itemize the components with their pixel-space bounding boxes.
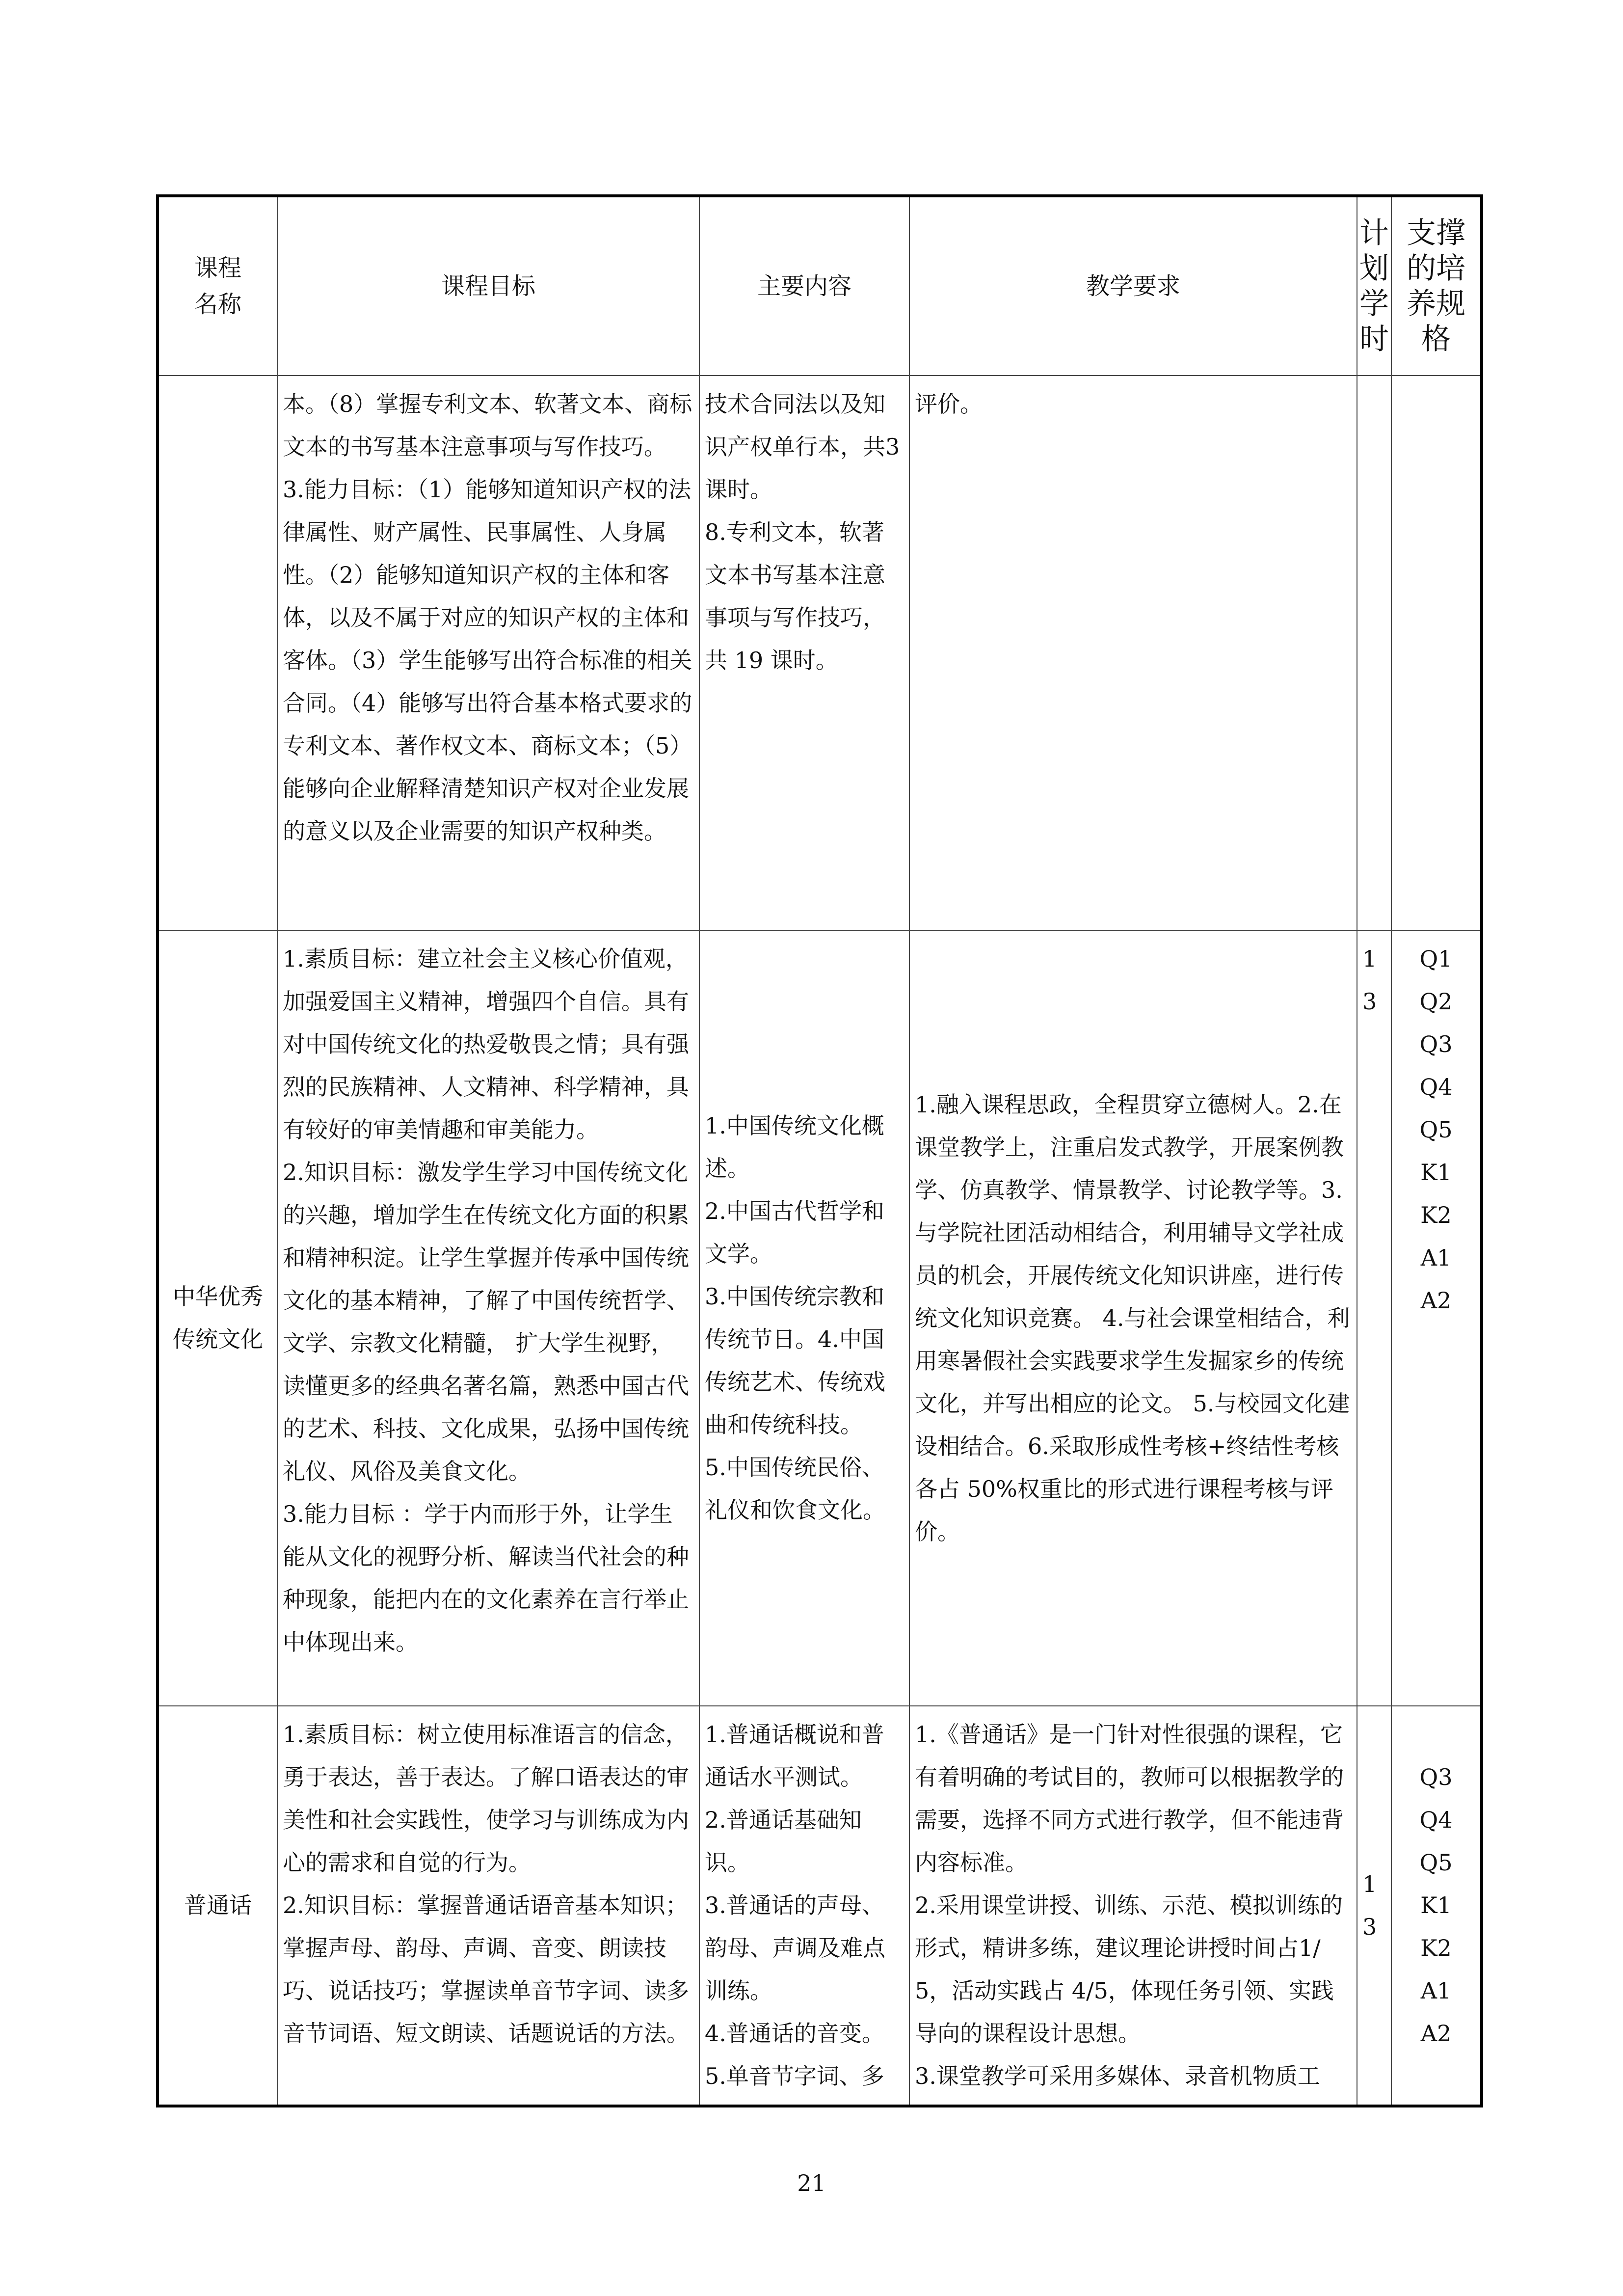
goal-paragraph: 2.知识目标：掌握普通话语音基本知识；掌握声母、韵母、声调、音变、朗读技巧、说话技巧；掌握读单音节字词、读多音节词语、短文朗读、话题说话的方法。 bbox=[283, 1892, 689, 2047]
support-code: Q4 bbox=[1419, 1807, 1453, 1833]
hours-cell: 13 bbox=[1357, 930, 1391, 1706]
support-code: K2 bbox=[1420, 1202, 1452, 1228]
table-row bbox=[158, 1706, 1482, 2106]
support-code: K1 bbox=[1420, 1892, 1452, 1918]
course-goals-cell bbox=[277, 1706, 699, 2106]
content-paragraph: 1.中国传统文化概述。 bbox=[705, 1112, 884, 1182]
requirement-paragraph: 3.课堂教学可采用多媒体、录音机物质工 bbox=[915, 2063, 1320, 2089]
header-course-goals: 课程目标 bbox=[277, 196, 699, 376]
support-code: Q3 bbox=[1419, 1031, 1453, 1057]
content-paragraph: 1.普通话概说和普通话水平测试。 bbox=[705, 1721, 884, 1790]
support-code: Q2 bbox=[1419, 988, 1453, 1015]
support-code: A2 bbox=[1420, 1287, 1452, 1314]
header-planned-hours: 计 划 学 时 bbox=[1357, 196, 1391, 376]
requirement-paragraph: 1.融入课程思政，全程贯穿立德树人。2.在课堂教学上，注重启发式教学，开展案例教学、仿真教学、情景教学、讨论教学等。3.与学院社团活动相结合，利用辅导文学社成员的机会，开展传统文化知识讲座，进行传统文化知识竞赛。 4.与社会课堂相结合，利用寒暑假社会实践要求学生发掘家乡的传统文化，并写出相应的论文。 5.与校园文化建设相结合。6.采取形成性考核+终结性考核各占 50%权重比的形式进行课程考核与评价。 bbox=[915, 1091, 1350, 1545]
content-paragraph: 4.普通话的音变。 bbox=[705, 2020, 884, 2047]
content-paragraph: 3.普通话的声母、韵母、声调及难点训练。 bbox=[705, 1892, 885, 2004]
course-name-cell: 普通话 bbox=[158, 1706, 277, 2106]
header-course-name: 课程 名称 bbox=[158, 196, 277, 376]
header-main-content: 主要内容 bbox=[699, 196, 909, 376]
content-paragraph: 2.普通话基础知识。 bbox=[705, 1807, 862, 1876]
requirement-paragraph: 评价。 bbox=[915, 391, 983, 417]
goal-paragraph: 1.素质目标：建立社会主义核心价值观，加强爱国主义精神，增强四个自信。具有对中国传统文化的热爱敬畏之情；具有强烈的民族精神、人文精神、科学精神，具有较好的审美情趣和审美能力。 bbox=[283, 945, 689, 1143]
support-code: Q5 bbox=[1419, 1849, 1453, 1876]
support-code: A1 bbox=[1420, 1244, 1452, 1271]
requirements-cell bbox=[909, 376, 1357, 930]
course-table bbox=[156, 194, 1483, 2107]
goal-paragraph: 3.能力目标 ：学于内而形于外，让学生能从文化的视野分析、解读当代社会的种种现象，能把内在的文化素养在言行举止中体现出来。 bbox=[283, 1501, 689, 1655]
requirement-paragraph: 1.《普通话》是一门针对性很强的课程，它有着明确的考试目的，教师可以根据教学的需要，选择不同方式进行教学，但不能违背内容标准。 bbox=[915, 1721, 1344, 1876]
content-paragraph: 技术合同法以及知识产权单行本，共3课时。 bbox=[705, 391, 900, 503]
support-code: A2 bbox=[1420, 2020, 1452, 2047]
main-content-cell bbox=[699, 376, 909, 930]
content-paragraph: 3.中国传统宗教和传统节日。4.中国传统艺术、传统戏曲和传统科技。 bbox=[705, 1283, 885, 1438]
hours-cell bbox=[1357, 376, 1391, 930]
goal-paragraph: 本。（8）掌握专利文本、软著文本、商标文本的书写基本注意事项与写作技巧。 bbox=[283, 391, 692, 460]
support-code: Q1 bbox=[1419, 945, 1453, 972]
support-codes-cell bbox=[1391, 1706, 1482, 2106]
course-name-cell: 中华优秀 传统文化 bbox=[158, 930, 277, 1706]
requirements-cell bbox=[909, 930, 1357, 1706]
course-goals-cell bbox=[277, 376, 699, 930]
content-paragraph: 8.专利文本，软著文本书写基本注意事项与写作技巧，共 19 课时。 bbox=[705, 519, 885, 674]
support-code: A1 bbox=[1420, 1977, 1452, 2004]
header-supported-specs: 支撑 的培 养规 格 bbox=[1391, 196, 1482, 376]
course-name-cell bbox=[158, 376, 277, 930]
support-code: Q3 bbox=[1419, 1764, 1453, 1790]
requirement-paragraph: 2.采用课堂讲授、训练、示范、模拟训练的形式，精讲多练，建议理论讲授时间占1/5，活动实践占 4/5，体现任务引领、实践导向的课程设计思想。 bbox=[915, 1892, 1343, 2047]
page-number: 21 bbox=[797, 2170, 826, 2196]
goal-paragraph: 1.素质目标：树立使用标准语言的信念，勇于表达，善于表达。了解口语表达的审美性和社会实践性，使学习与训练成为内心的需求和自觉的行为。 bbox=[283, 1721, 689, 1876]
table-row bbox=[158, 930, 1482, 1706]
support-codes-cell bbox=[1391, 930, 1482, 1706]
table-header-row bbox=[158, 196, 1482, 376]
support-codes-cell bbox=[1391, 376, 1482, 930]
goal-paragraph: 3.能力目标：（1）能够知道知识产权的法律属性、财产属性、民事属性、人身属性。（2）能够知道知识产权的主体和客体，以及不属于对应的知识产权的主体和客体。（3）学生能够写出符合标准的相关合同。（4）能够写出符合基本格式要求的专利文本、著作权文本、商标文本；（5）能够向企业解释清楚知识产权对企业发展的意义以及企业需要的知识产权种类。 bbox=[283, 476, 692, 844]
course-goals-cell bbox=[277, 930, 699, 1706]
requirements-cell bbox=[909, 1706, 1357, 2106]
table-row bbox=[158, 376, 1482, 930]
support-code: K2 bbox=[1420, 1935, 1452, 1961]
goal-paragraph: 2.知识目标：激发学生学习中国传统文化的兴趣，增加学生在传统文化方面的积累和精神积淀。让学生掌握并传承中国传统文化的基本精神，了解了中国传统哲学、文学、宗教文化精髓， 扩大学生视野，读懂更多的经典名著名篇，熟悉中国古代的艺术、科技、文化成果，弘扬中国传统礼仪、风俗及美食文化。 bbox=[283, 1159, 689, 1485]
main-content-cell bbox=[699, 930, 909, 1706]
main-content-cell bbox=[699, 1706, 909, 2106]
content-paragraph: 5.中国传统民俗、礼仪和饮食文化。 bbox=[705, 1454, 885, 1523]
header-teaching-requirements: 教学要求 bbox=[909, 196, 1357, 376]
content-paragraph: 5.单音节字词、多 bbox=[705, 2063, 884, 2089]
support-code: Q5 bbox=[1419, 1116, 1453, 1143]
hours-cell: 13 bbox=[1357, 1706, 1391, 2106]
support-code: Q4 bbox=[1419, 1074, 1453, 1100]
support-code: K1 bbox=[1420, 1159, 1452, 1186]
content-paragraph: 2.中国古代哲学和文学。 bbox=[705, 1198, 884, 1267]
